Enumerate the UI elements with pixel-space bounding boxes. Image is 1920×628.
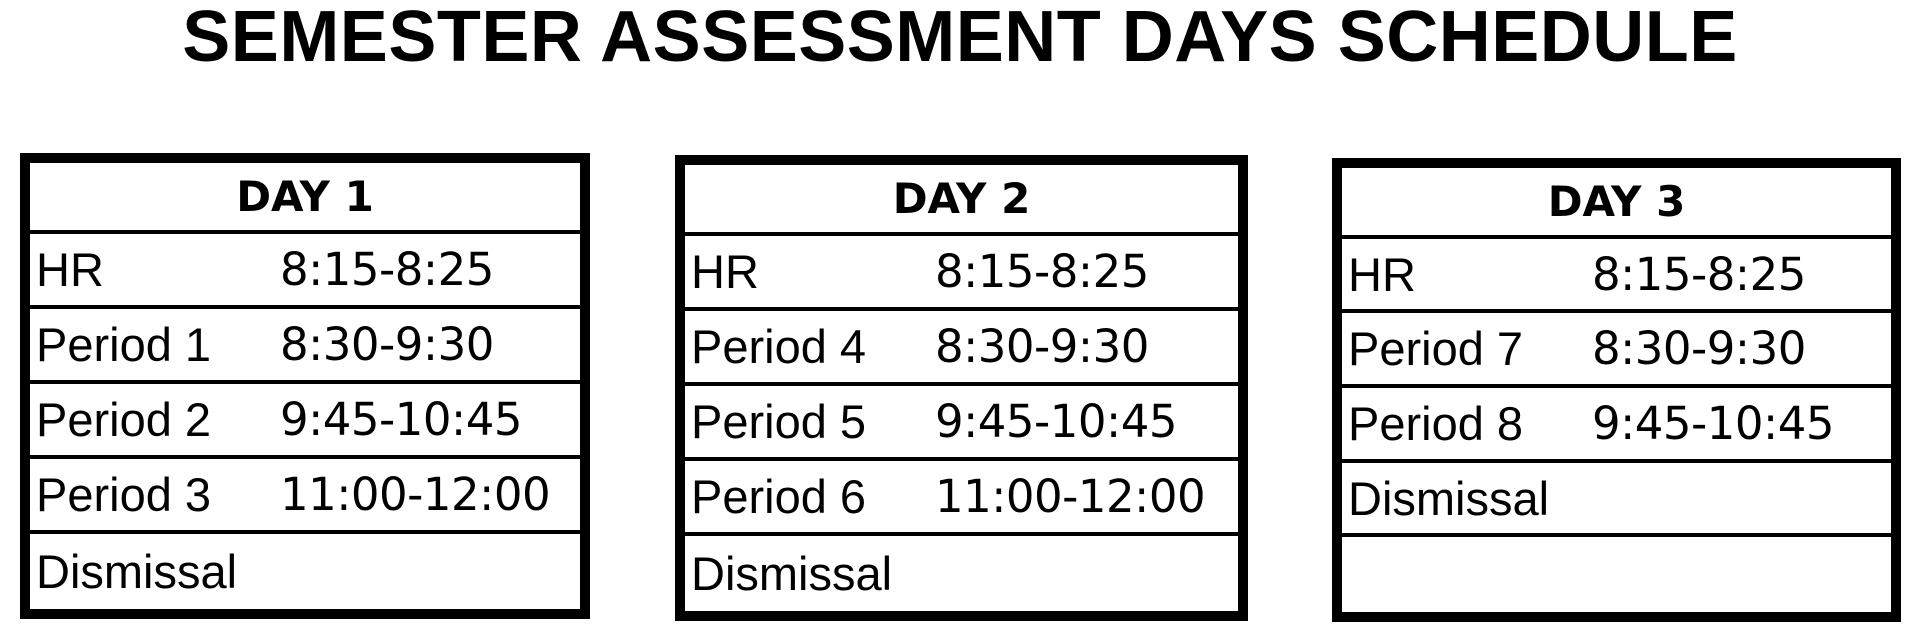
day-3-table-body: [1340, 166, 1893, 614]
row-time: 8:30-9:30: [935, 320, 1149, 373]
day-2-table-body: [683, 163, 1240, 613]
row-label: Period 7: [1348, 322, 1524, 376]
day-1-row-period-1: [30, 309, 580, 384]
day-2-header: DAY 2: [685, 165, 1238, 236]
day-3-header: DAY 3: [1342, 168, 1891, 239]
row-label: HR: [691, 245, 759, 298]
row-label: Period 5: [691, 395, 867, 448]
row-time: 9:45-10:45: [1592, 396, 1834, 450]
row-time: 9:45-10:45: [935, 395, 1177, 448]
row-label: Period 2: [36, 393, 212, 446]
page-title: SEMESTER ASSESSMENT DAYS SCHEDULE: [182, 0, 1738, 77]
row-label: HR: [36, 243, 104, 296]
day-1-table-body: [28, 161, 582, 611]
day-2-row-hr: [685, 236, 1238, 311]
row-label: Period 3: [36, 468, 212, 521]
row-time: 11:00-12:00: [280, 468, 551, 521]
day-2-row-dismissal: [685, 536, 1238, 611]
row-label: Dismissal: [36, 545, 238, 598]
day-1-row-dismissal: [30, 534, 580, 609]
row-time: 11:00-12:00: [935, 470, 1206, 523]
day-3-row-period-7: [1342, 313, 1891, 388]
day-1-table: [20, 153, 590, 619]
row-time: 8:30-9:30: [280, 318, 494, 371]
row-time: 8:30-9:30: [1592, 322, 1806, 376]
row-time: 9:45-10:45: [280, 393, 522, 446]
day-2-row-period-4: [685, 311, 1238, 386]
day-1-row-hr: [30, 234, 580, 309]
row-time: 8:15-8:25: [1592, 247, 1806, 301]
day-3-row-empty: [1342, 537, 1891, 612]
row-label: HR: [1348, 247, 1416, 301]
day-3-table: [1332, 158, 1901, 622]
row-time: 8:15-8:25: [935, 245, 1149, 298]
day-1-header: DAY 1: [30, 163, 580, 234]
day-2-row-period-6: [685, 461, 1238, 536]
row-label: Period 8: [1348, 396, 1524, 450]
row-time: 8:15-8:25: [280, 243, 494, 296]
day-3-row-dismissal: [1342, 463, 1891, 538]
day-1-row-period-3: [30, 459, 580, 534]
row-label: Dismissal: [691, 547, 893, 600]
day-2-row-period-5: [685, 386, 1238, 461]
day-3-row-period-8: [1342, 388, 1891, 463]
day-2-table: [675, 155, 1248, 621]
day-3-row-hr: [1342, 239, 1891, 314]
row-label: Period 6: [691, 470, 867, 523]
row-label: Dismissal: [1348, 471, 1550, 525]
row-label: Period 1: [36, 318, 212, 371]
row-label: Period 4: [691, 320, 867, 373]
day-1-row-period-2: [30, 384, 580, 459]
